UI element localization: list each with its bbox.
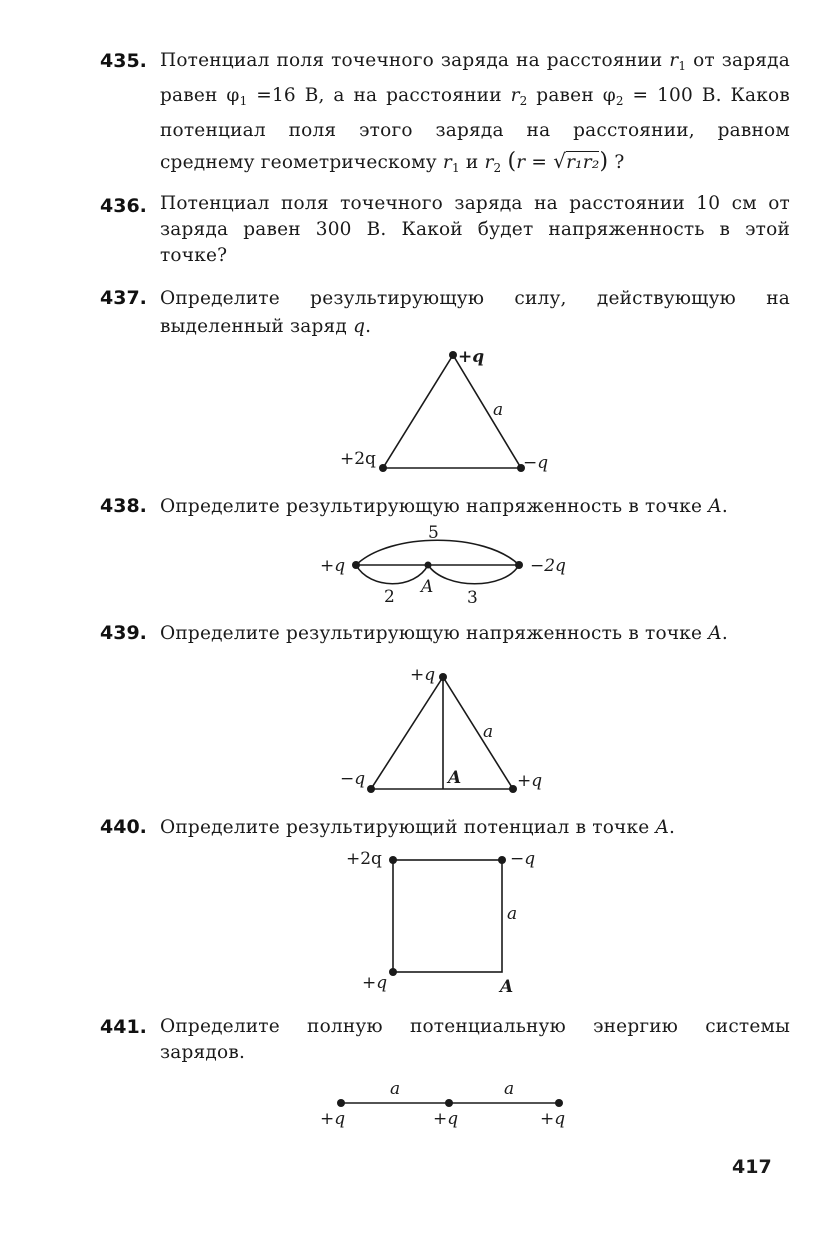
problem-number: 435.: [100, 50, 147, 72]
label-side: a: [493, 400, 504, 420]
label-left: +2q: [340, 449, 376, 469]
label-bottom-left: +q: [362, 973, 388, 993]
label-dist-2: a: [504, 1079, 515, 1099]
label-left: −q: [340, 769, 366, 789]
problem-text: Потенциал поля точечного заряда на расстоянии 10 см от заряда равен 300 В. Какой будет напряженность в этой точке?: [160, 193, 790, 266]
label-right: −2q: [530, 556, 566, 576]
problem-number: 438.: [100, 495, 147, 517]
label-charge-1: +q: [320, 1109, 346, 1129]
problem-text: Определите результирующую напряженность в точке A.: [160, 623, 728, 644]
charge-3: [555, 1099, 563, 1107]
label-dist-right: 3: [467, 588, 478, 608]
label-dist-1: a: [390, 1079, 401, 1099]
problem-text: Определите результирующий потенциал в точке A.: [160, 817, 676, 838]
label-top-left: +2q: [346, 849, 382, 869]
label-left: +q: [320, 556, 346, 576]
problem-number: 437.: [100, 287, 147, 309]
geometric-mean-formula: (: [507, 149, 517, 174]
charge-1: [337, 1099, 345, 1107]
label-dist-left: 2: [384, 587, 395, 607]
label-right: −q: [523, 453, 549, 473]
problem-text: Потенциал поля точечного заряда на расстоянии $r_1$ от заряда равен $\varphi_1 =16$ В, а на расстоянии $r_2$ равен $\varphi_2 = 100$ В. Каков потенциал поля этого заряда на расстоянии, равном среднему геометрическому $r_1$ и $r_2$ (r = √r₁r₂) ?: [160, 50, 790, 175]
label-point: A: [448, 768, 462, 788]
page-number: 417: [732, 1156, 772, 1178]
label-top: +q: [410, 665, 436, 685]
label-top: +q: [458, 347, 485, 367]
label-point: A: [421, 577, 434, 597]
label-top-right: −q: [510, 849, 536, 869]
charge-2: [445, 1099, 453, 1107]
label-point: A: [500, 977, 514, 997]
problem-text: Определите полную потенциальную энергию системы зарядов.: [160, 1016, 790, 1063]
problem-number: 441.: [100, 1016, 147, 1038]
problem-text: Определите результирующую напряженность в точке A.: [160, 496, 728, 517]
problem-number: 436.: [100, 195, 147, 217]
problem-text: Определите результирующую силу, действующую на выделенный заряд q.: [160, 288, 790, 337]
problem-number: 439.: [100, 622, 147, 644]
label-dist-top: 5: [428, 523, 439, 543]
label-charge-3: +q: [540, 1109, 566, 1129]
label-side: a: [483, 722, 494, 742]
label-side: a: [507, 904, 518, 924]
problem-number: 440.: [100, 816, 147, 838]
label-charge-2: +q: [433, 1109, 459, 1129]
label-right: +q: [517, 771, 543, 791]
